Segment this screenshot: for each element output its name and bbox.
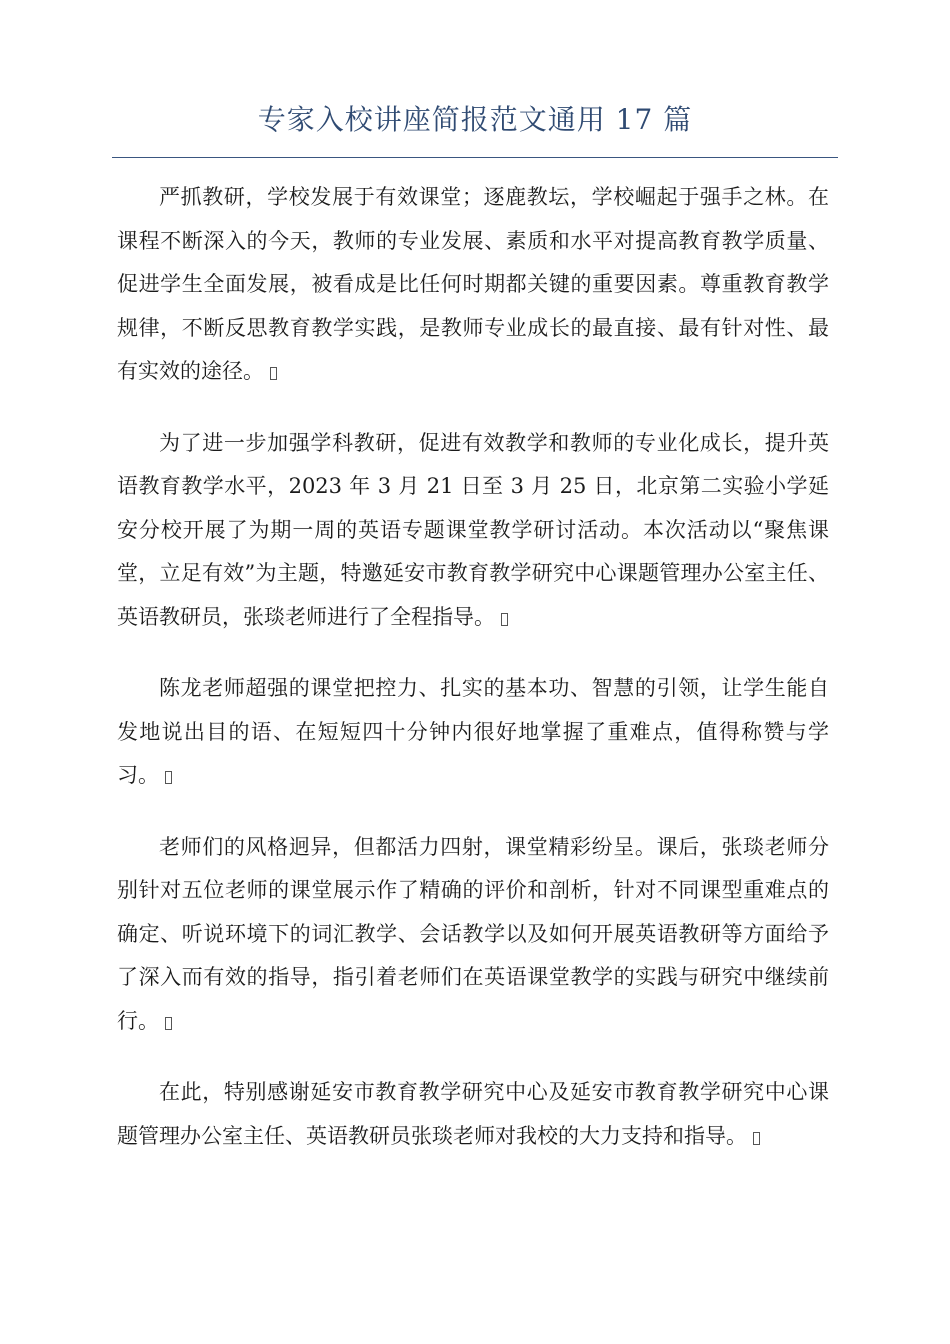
paragraph-text: 严抓教研，学校发展于有效课堂；逐鹿教坛，学校崛起于强手之林。在课程不断深入的今天，教师的专业发展、素质和水平对提高教育教学质量、促进学生全面发展，被看成是比任何时期都关键的重要因素。尊重教育教学规律，不断反思教育教学实践，是教师专业成长的最直接、最有针对性、最有实效的途径。 bbox=[117, 185, 829, 383]
paragraph-text: 老师们的风格迥异，但都活力四射，课堂精彩纷呈。课后，张琰老师分别针对五位老师的课堂展示作了精确的评价和剖析，针对不同课型重难点的确定、听说环境下的词汇教学、会话教学以及如何开展英语教研等方面给予了深入而有效的指导，指引着老师们在英语课堂教学的实践与研究中继续前行。 bbox=[117, 834, 829, 1033]
paragraph-mark-icon bbox=[270, 367, 277, 380]
paragraph-4 bbox=[117, 826, 829, 1044]
paragraph-3 bbox=[117, 667, 829, 798]
paragraph-2 bbox=[117, 422, 829, 640]
document-body bbox=[117, 176, 829, 1186]
paragraph-mark-icon bbox=[501, 613, 508, 626]
paragraph-text: 为了进一步加强学科教研，促进有效教学和教师的专业化成长，提升英语教育教学水平，2023 年 3 月 21 日至 3 月 25 日，北京第二实验小学延安分校开展了为期一周的英语专题课堂教学研讨活动。本次活动以“聚焦课堂，立足有效”为主题，特邀延安市教育教学研究中心课题管理办公室主任、英语教研员，张琰老师进行了全程指导。 bbox=[117, 430, 829, 629]
paragraph-text: 在此，特别感谢延安市教育教学研究中心及延安市教育教学研究中心课题管理办公室主任、英语教研员张琰老师对我校的大力支持和指导。 bbox=[117, 1080, 829, 1148]
document-title: 专家入校讲座简报范文通用 17 篇 bbox=[257, 103, 693, 136]
paragraph-text: 陈龙老师超强的课堂把控力、扎实的基本功、智慧的引领，让学生能自发地说出目的语、在短短四十分钟内很好地掌握了重难点，值得称赞与学习。 bbox=[117, 676, 829, 787]
paragraph-mark-icon bbox=[753, 1132, 760, 1145]
paragraph-1 bbox=[117, 176, 829, 394]
title-divider bbox=[112, 157, 838, 158]
paragraph-mark-icon bbox=[165, 1017, 172, 1030]
paragraph-mark-icon bbox=[165, 771, 172, 784]
paragraph-5 bbox=[117, 1071, 829, 1158]
